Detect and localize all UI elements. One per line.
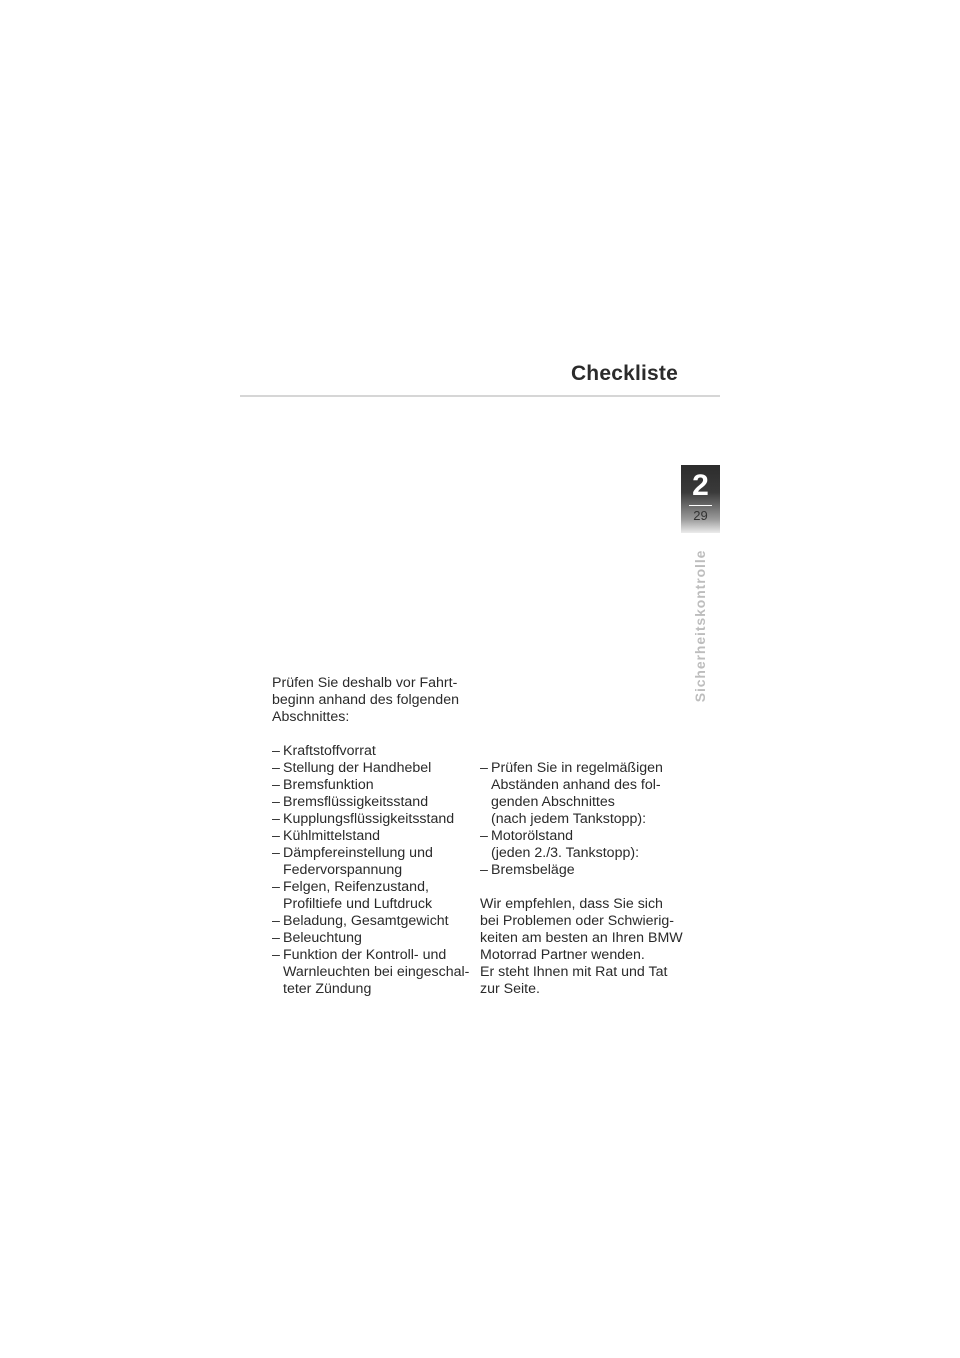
list-item: – Beladung, Gesamtgewicht bbox=[272, 913, 472, 930]
periodic-checklist bbox=[480, 760, 685, 879]
chapter-number: 2 bbox=[692, 469, 709, 502]
list-item: – Beleuchtung bbox=[272, 930, 472, 947]
list-item: – Bremsbeläge bbox=[480, 862, 685, 879]
page-number: 29 bbox=[693, 508, 708, 523]
list-item: – Stellung der Handhebel bbox=[272, 760, 472, 777]
list-item: – Felgen, Reifenzustand, Profiltiefe und Luftdruck bbox=[272, 879, 472, 913]
right-column bbox=[480, 760, 685, 998]
checklist-list bbox=[272, 743, 472, 998]
list-item: – Bremsfunktion bbox=[272, 777, 472, 794]
left-column bbox=[272, 675, 472, 998]
list-item: – Dämpfereinstellung und Federvorspannung bbox=[272, 845, 472, 879]
spacer bbox=[480, 879, 685, 896]
list-item: – Kühlmittelstand bbox=[272, 828, 472, 845]
header-divider bbox=[240, 395, 720, 397]
list-item: – Bremsflüssigkeitsstand bbox=[272, 794, 472, 811]
list-item: – Prüfen Sie in regelmäßigen Abständen anhand des fol- genden Abschnittes (nach jedem Tankstopp): bbox=[480, 760, 685, 828]
list-item: – Motorölstand (jeden 2./3. Tankstopp): bbox=[480, 828, 685, 862]
list-item: – Funktion der Kontroll- und Warnleuchten bei eingeschal- teter Zündung bbox=[272, 947, 472, 998]
chapter-tab bbox=[681, 465, 720, 533]
list-item: – Kupplungsflüssigkeitsstand bbox=[272, 811, 472, 828]
chapter-side-label: Sicherheitskontrolle bbox=[692, 549, 708, 703]
spacer bbox=[272, 726, 472, 743]
closing-paragraph: Wir empfehlen, dass Sie sich bei Problemen oder Schwierig- keiten am besten an Ihren BMW Motorrad Partner wenden. Er steht Ihnen mit Rat und Tat zur Seite. bbox=[480, 896, 683, 997]
intro-paragraph: Prüfen Sie deshalb vor Fahrt- beginn anhand des folgenden Abschnittes: bbox=[272, 675, 459, 725]
chapter-tab-divider bbox=[689, 505, 712, 506]
list-item: – Kraftstoffvorrat bbox=[272, 743, 472, 760]
page-title: Checkliste bbox=[570, 362, 678, 385]
